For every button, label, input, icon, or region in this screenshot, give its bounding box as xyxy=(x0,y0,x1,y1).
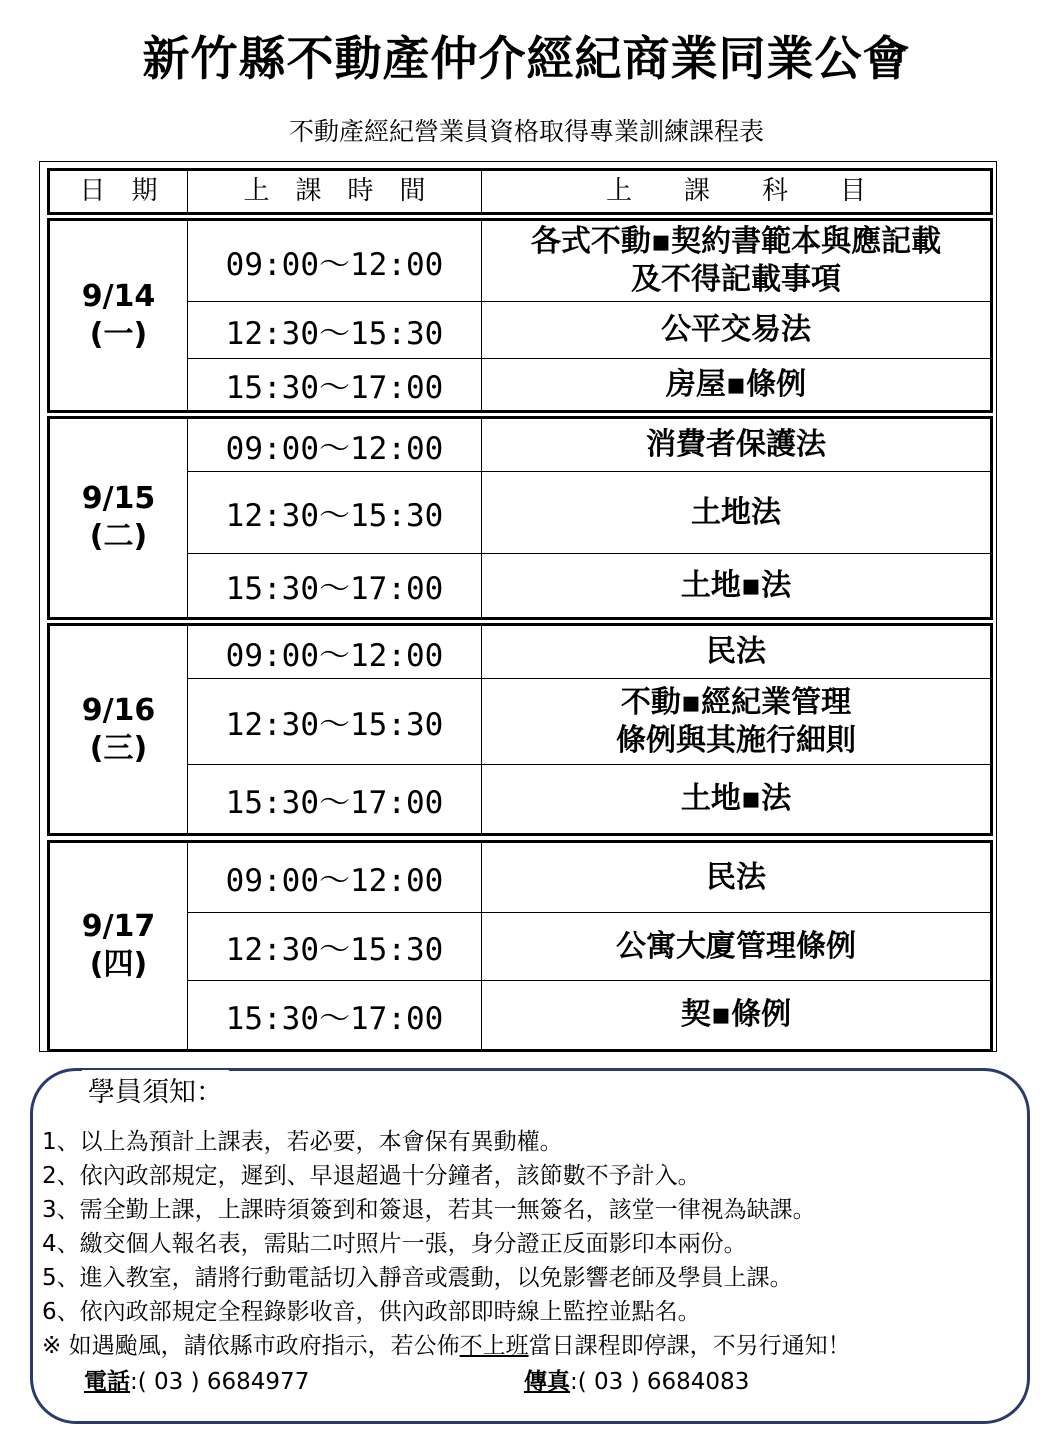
subject-line: 民法 xyxy=(706,859,766,895)
session-row xyxy=(188,678,990,764)
fax-label: 傳真 xyxy=(524,1369,570,1395)
session-time: 12:30～15:30 xyxy=(188,913,482,980)
session-row xyxy=(188,980,990,1049)
subject-line: 不動▪經紀業管理 xyxy=(620,684,852,720)
session-time: 09:00～12:00 xyxy=(188,626,482,678)
subject-line: 民法 xyxy=(706,634,766,669)
notice-item: 2、依內政部規定，遲到、早退超過十分鐘者，該節數不予計入。 xyxy=(42,1163,701,1189)
session-row xyxy=(188,358,990,410)
notice-item: 6、依內政部規定全程錄影收音，供內政部即時線上監控並點名。 xyxy=(42,1299,701,1325)
day-date-cell xyxy=(50,419,188,617)
subject-line: 公寓大廈管理條例 xyxy=(616,928,856,964)
typhoon-text-underlined: 不上班 xyxy=(459,1333,529,1359)
notice-item: 5、進入教室，請將行動電話切入靜音或震動，以免影響老師及學員上課。 xyxy=(42,1265,793,1291)
fax-contact xyxy=(524,1363,749,1396)
session-row xyxy=(188,626,990,678)
session-subject xyxy=(482,419,990,471)
note-mark: ※ xyxy=(42,1333,62,1359)
session-time: 12:30～15:30 xyxy=(188,679,482,764)
session-row xyxy=(188,471,990,553)
day-date: 9/15 xyxy=(81,481,156,516)
day-weekday: (三) xyxy=(89,730,148,766)
subject-line: 土地法 xyxy=(691,494,781,530)
subject-line: 公平交易法 xyxy=(661,312,811,347)
table-header xyxy=(47,168,993,215)
session-subject xyxy=(482,472,990,553)
subject-line: 契▪條例 xyxy=(680,997,792,1032)
subject-line: 各式不動▪契約書範本與應記載 xyxy=(530,224,942,259)
day-weekday: (二) xyxy=(89,519,148,554)
day-block xyxy=(47,623,993,836)
notice-title: 學員須知： xyxy=(82,1070,229,1109)
session-subject xyxy=(482,765,990,833)
session-time: 15:30～17:00 xyxy=(188,981,482,1049)
phone-label: 電話 xyxy=(84,1369,130,1395)
typhoon-notice xyxy=(42,1327,851,1360)
session-subject xyxy=(482,554,990,617)
subject-line: 消費者保護法 xyxy=(646,427,826,462)
session-time: 09:00～12:00 xyxy=(188,221,482,301)
fax-number: :( 03 ) 6684083 xyxy=(570,1369,750,1395)
day-date-cell xyxy=(50,843,188,1049)
association-title: 新竹縣不動產仲介經紀商業同業公會 xyxy=(142,32,911,87)
session-time: 15:30～17:00 xyxy=(188,359,482,410)
column-header-subject: 上 課 科 目 xyxy=(605,176,866,206)
typhoon-text-after: 當日課程即停課，不另行通知！ xyxy=(528,1333,851,1359)
day-block xyxy=(47,218,993,413)
column-header-date: 日 期 xyxy=(50,171,188,212)
notice-item: 4、繳交個人報名表，需貼二吋照片一張，身分證正反面影印本兩份。 xyxy=(42,1231,747,1257)
day-date-cell xyxy=(50,221,188,410)
day-block xyxy=(47,840,993,1052)
session-subject xyxy=(482,843,990,912)
session-subject xyxy=(482,302,990,358)
day-date: 9/14 xyxy=(81,278,156,314)
subject-line: 及不得記載事項 xyxy=(631,262,841,297)
day-date: 9/17 xyxy=(81,909,156,944)
session-subject xyxy=(482,221,990,301)
day-date: 9/16 xyxy=(81,692,156,728)
session-time: 09:00～12:00 xyxy=(188,419,482,471)
column-header-time: 上 課 時 間 xyxy=(188,171,482,212)
subject-line: 土地▪法 xyxy=(680,567,792,603)
session-row xyxy=(188,764,990,833)
session-time: 15:30～17:00 xyxy=(188,765,482,833)
notice-item: 1、以上為預計上課表，若必要，本會保有異動權。 xyxy=(42,1129,563,1155)
notice-item: 3、需全勤上課，上課時須簽到和簽退，若其一無簽名，該堂一律視為缺課。 xyxy=(42,1197,816,1223)
session-subject xyxy=(482,981,990,1049)
schedule-subtitle: 不動產經紀營業員資格取得專業訓練課程表 xyxy=(288,117,764,146)
session-row xyxy=(188,912,990,980)
session-time: 15:30～17:00 xyxy=(188,554,482,617)
session-row xyxy=(188,221,990,301)
session-row xyxy=(188,843,990,912)
session-subject xyxy=(482,626,990,678)
session-subject xyxy=(482,359,990,410)
typhoon-text-before: 如遇颱風，請依縣市政府指示，若公佈 xyxy=(61,1333,460,1359)
subject-line: 條例與其施行細則 xyxy=(616,722,856,758)
session-subject xyxy=(482,913,990,980)
subject-line: 房屋▪條例 xyxy=(665,366,807,402)
session-row xyxy=(188,301,990,358)
session-subject xyxy=(482,679,990,764)
phone-contact xyxy=(84,1363,309,1396)
session-row xyxy=(188,553,990,617)
session-time: 12:30～15:30 xyxy=(188,302,482,358)
session-row xyxy=(188,419,990,471)
day-date-cell xyxy=(50,626,188,833)
phone-number: :( 03 ) 6684977 xyxy=(130,1369,310,1395)
day-block xyxy=(47,416,993,620)
session-time: 09:00～12:00 xyxy=(188,843,482,912)
subject-line: 土地▪法 xyxy=(680,781,792,816)
day-weekday: (一) xyxy=(89,316,148,352)
session-time: 12:30～15:30 xyxy=(188,472,482,553)
day-weekday: (四) xyxy=(89,947,148,982)
